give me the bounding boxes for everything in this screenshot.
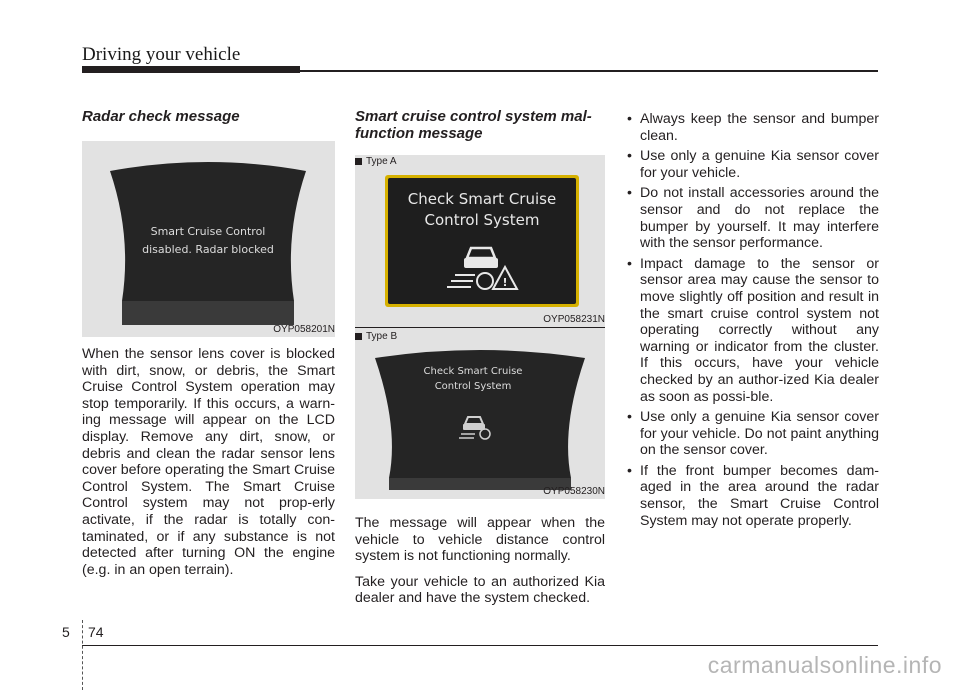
type-b-line2: Control System [434, 381, 512, 392]
malfunction-paragraph-2: Take your vehicle to an authorized Kia dealer and have the system checked. [355, 573, 605, 607]
svg-text:!: ! [502, 276, 508, 289]
header-rule-thick [82, 66, 300, 73]
list-item-text: Use only a genuine Kia sensor cover for your vehicle. [640, 148, 879, 181]
bullet-dot-icon: • [627, 462, 632, 479]
chapter-number: 5 [62, 624, 70, 640]
column-radar-check [82, 108, 335, 578]
type-a-label-text: Type A [366, 156, 397, 167]
lcd-screen-type-a [355, 155, 605, 327]
lcd-screen-radar [82, 141, 335, 337]
image-code-radar: OYP058201N [273, 324, 335, 335]
bullet-dot-icon: • [627, 185, 632, 202]
list-item [623, 256, 879, 405]
type-b-illustration [355, 327, 605, 499]
section-heading-malfunction: Smart cruise control system mal-function message [355, 108, 592, 142]
radar-lcd-line1: Smart Cruise Control [150, 225, 266, 238]
type-a-illustration [355, 155, 605, 327]
header-rule-thin [300, 70, 878, 72]
list-item [623, 185, 879, 251]
list-item [623, 463, 879, 529]
footer-divider [82, 620, 83, 690]
list-item [623, 409, 879, 459]
malfunction-paragraph-1: The message will appear when the vehicle to vehicle distance control system is not functioning normally. [355, 515, 605, 565]
type-b-line1: Check Smart Cruise [423, 366, 523, 377]
list-item [623, 148, 879, 181]
type-a-line2: Control System [424, 211, 540, 229]
bullet-dot-icon: • [627, 148, 632, 165]
list-item [623, 111, 879, 144]
lcd-screen-type-b [355, 328, 605, 500]
radar-lcd-line2: disabled. Radar blocked [142, 243, 274, 256]
radar-paragraph: When the sensor lens cover is blocked with dirt, snow, or debris, the Smart Cruise Control System operation may stop temporarily. If this occurs, a warn-ing message will appear on the LCD display. Remove any dirt, snow, or debris and clean the radar sensor lens cover before operating the Smart Cruise Control System. The Smart Cruise Control system may not prop-erly activate, if the radar is totally con-taminated, or if any substance is not detected after turning ON the engine (e.g. in an open terrain). [82, 346, 335, 578]
list-item-text: Impact damage to the sensor or sensor area may cause the sensor to move slightly off position and result in the smart cruise control system not operating correctly without any warning or indicator from the cluster. If this occurs, have your vehicle checked by an author-ized Kia dealer as soon as possi-ble. [640, 255, 879, 405]
bullet-dot-icon: • [627, 111, 632, 127]
radar-blocked-illustration [82, 141, 335, 337]
column-malfunction [355, 108, 605, 607]
list-item-text: If the front bumper becomes dam-aged in the area around the radar sensor, the Smart Cruise Control System may not operate properly. [640, 462, 879, 529]
bullet-dot-icon: • [627, 255, 632, 272]
type-b-label-text: Type B [366, 331, 398, 342]
list-item-text: Do not install accessories around the sensor and do not replace the bumper by yourself. It may interfere with the sensor performance. [640, 185, 879, 252]
type-a-line1: Check Smart Cruise [407, 190, 557, 208]
sensor-care-list [623, 111, 879, 529]
list-item-text: Always keep the sensor and bumper clean. [640, 111, 879, 144]
list-item-text: Use only a genuine Kia sensor cover for your vehicle. Do not paint anything on the sensor cover. [640, 409, 879, 459]
image-code-type-b: OYP058230N [543, 486, 605, 497]
column-sensor-care [623, 111, 879, 533]
page-header-title: Driving your vehicle [82, 44, 241, 65]
page-number: 74 [88, 624, 104, 640]
footer-rule [82, 645, 878, 646]
watermark: carmanualsonline.info [707, 652, 942, 678]
image-code-type-a: OYP058231N [543, 314, 605, 325]
bullet-dot-icon: • [627, 409, 632, 426]
section-heading-radar: Radar check message [82, 108, 240, 125]
